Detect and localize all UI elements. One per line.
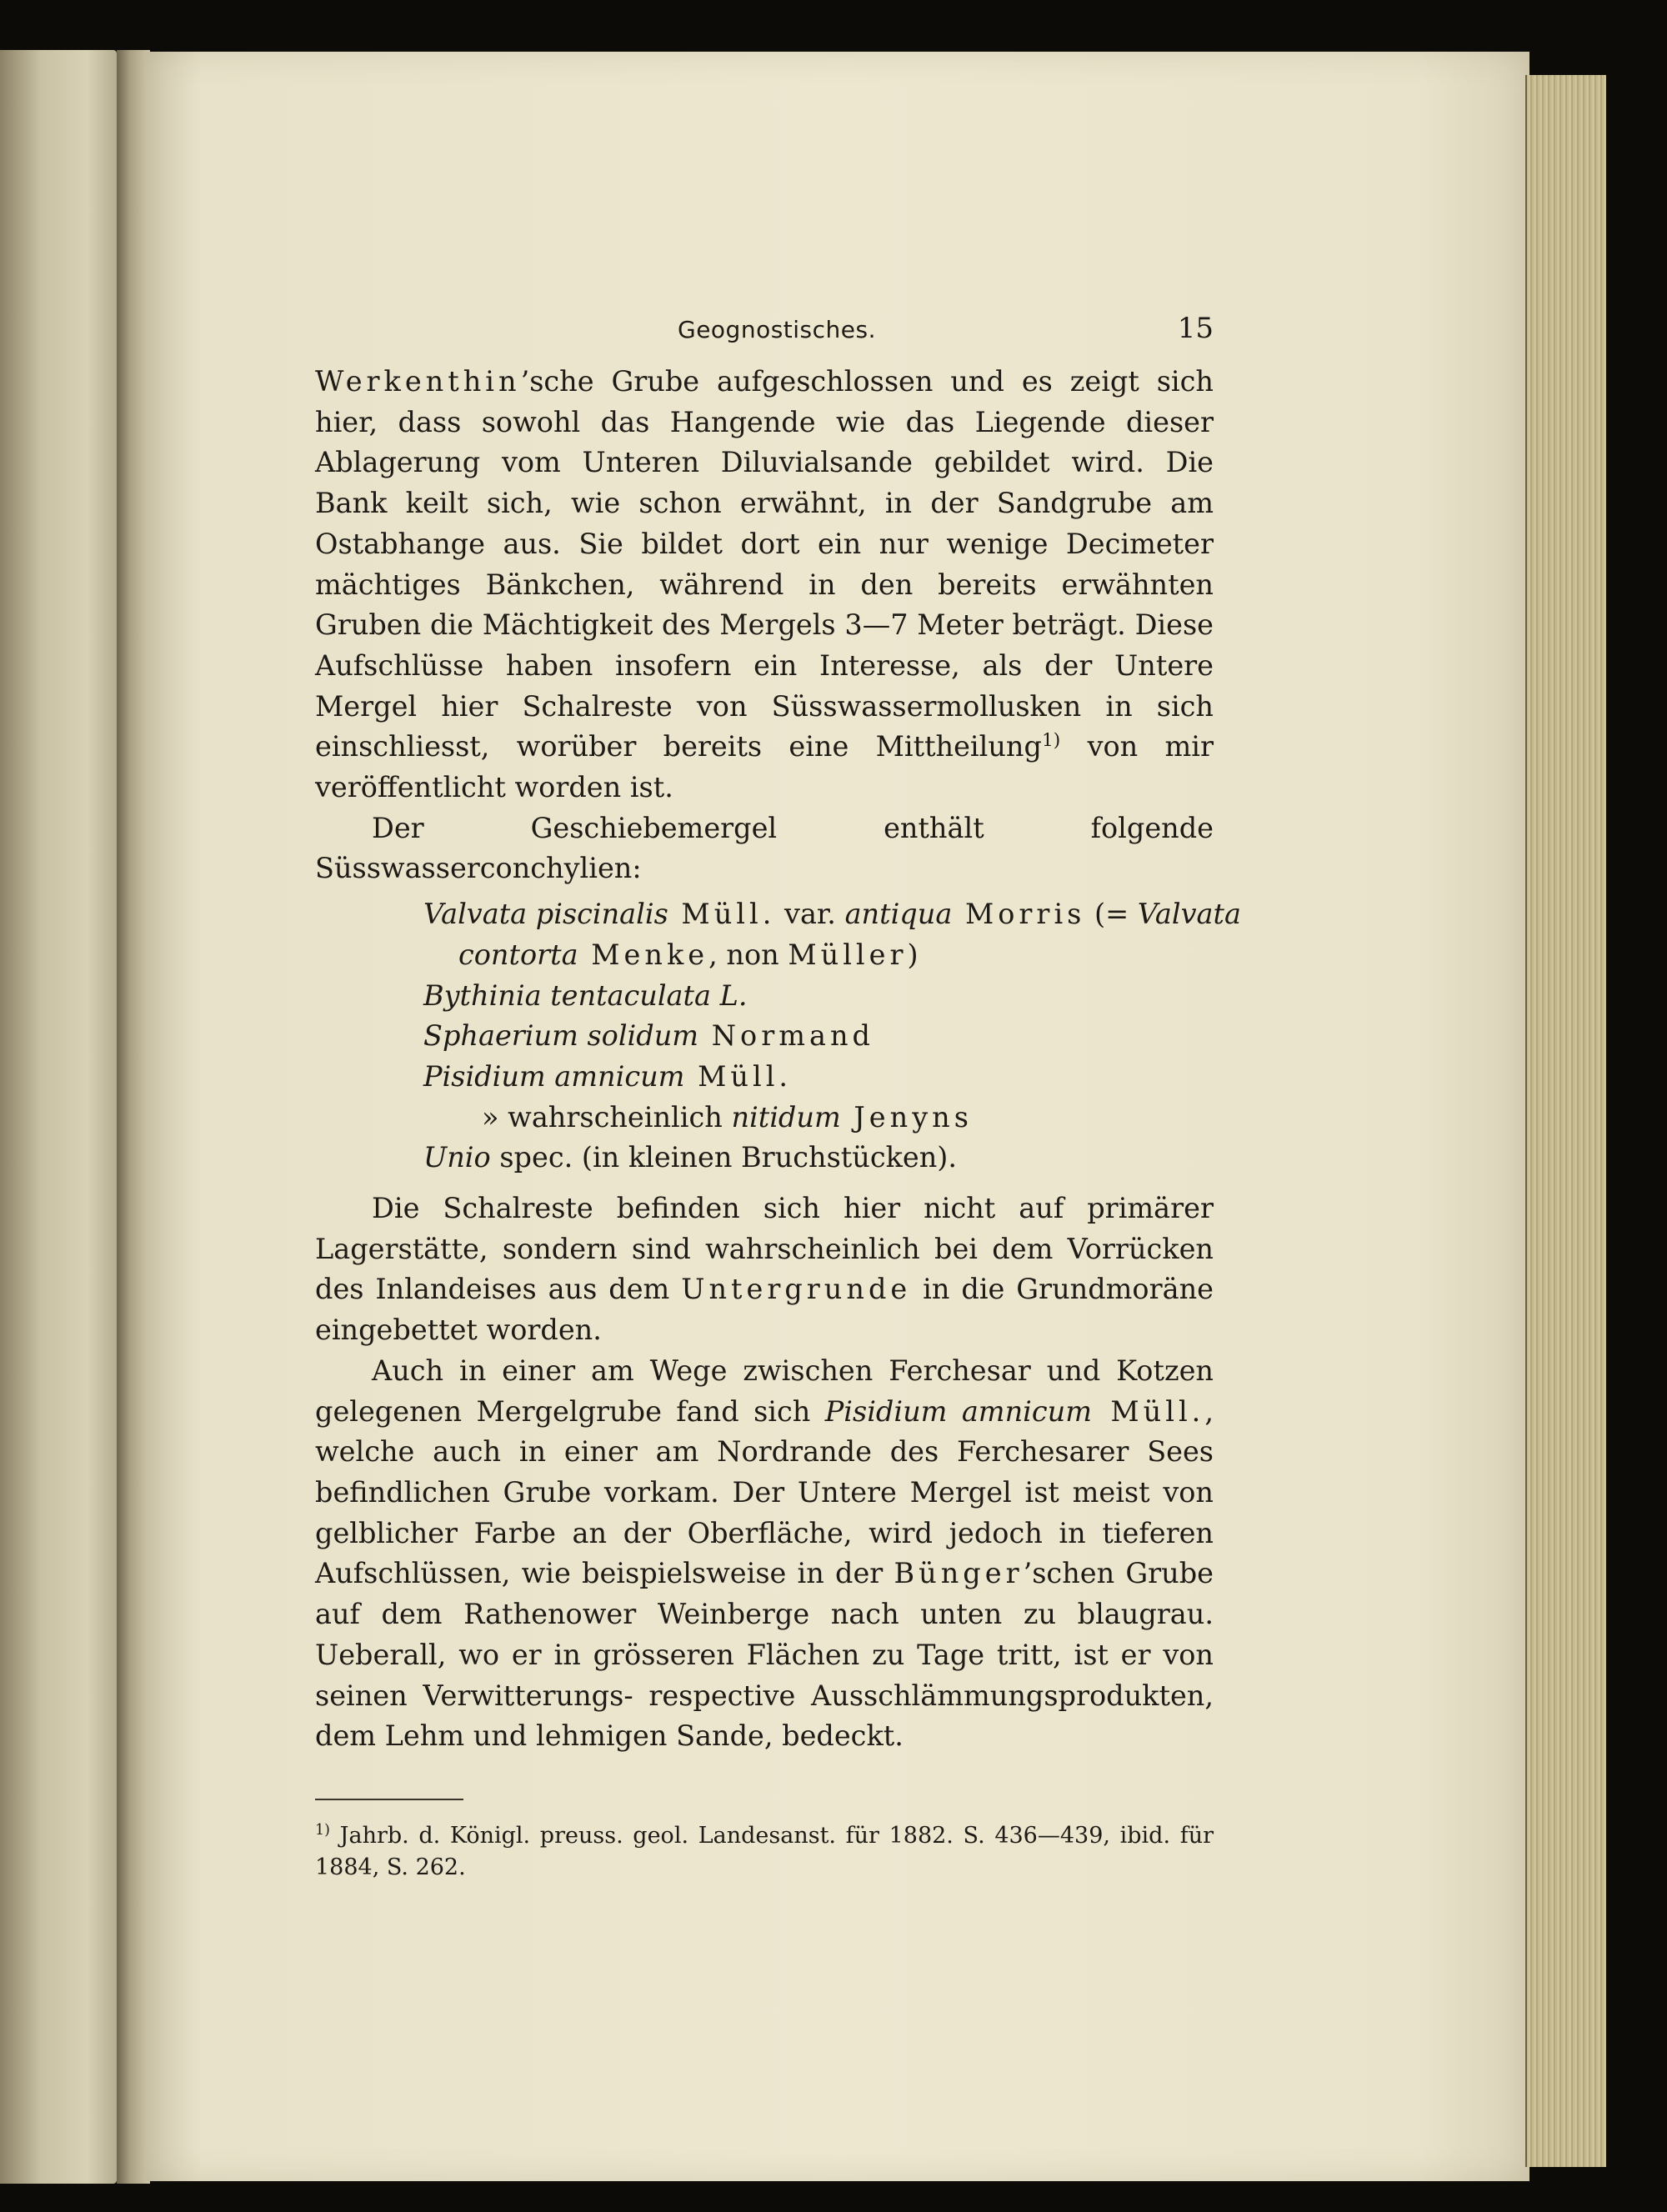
paragraph-1 <box>315 362 1214 808</box>
paragraph-text-end: von mir veröffentlicht worden ist. <box>315 730 1214 804</box>
footnote-reference[interactable]: 1) <box>1041 730 1061 752</box>
page-number: 15 <box>1177 312 1214 345</box>
species-item-continuation: contorta Menke, non Müller) <box>458 938 919 971</box>
ditto-mark: » <box>482 1100 499 1134</box>
book-gutter <box>117 50 150 2184</box>
species-item: » wahrscheinlich nitidum Jenyns <box>482 1100 973 1134</box>
footnote-text: Jahrb. d. Königl. preuss. geol. Landesanst. für 1882. S. 436—439, ibid. für 1884, S. 262. <box>315 1822 1214 1880</box>
page-header <box>315 308 1214 362</box>
paragraph-3: Die Schalreste befinden sich hier nicht auf primärer Lagerstätte, sondern sind wahrscheinlich bei dem Vorrücken des Inlandeises aus dem Untergrunde in die Grundmoräne eingebettet worden. <box>315 1192 1214 1347</box>
page-stack-edge <box>1525 75 1606 2167</box>
species-item: Sphaerium solidum Normand <box>423 1019 874 1053</box>
species-list <box>315 894 1241 1179</box>
left-page-edge <box>0 50 117 2184</box>
footnote-mark: 1) <box>315 1821 330 1839</box>
species-item: Unio spec. (in kleinen Bruchstücken). <box>423 1141 958 1174</box>
paragraph-text: ’sche Grube aufgeschlossen und es zeigt sich hier, dass sowohl das Hangende wie das Liegende dieser Ablagerung vom Unteren Diluvialsande gebildet wird. Die Bank keilt sich, wie schon erwähnt, in der Sandgrube am Ostabhange aus. Sie bildet dort ein nur wenige Decimeter mächtiges Bänkchen, während in den bereits erwähnten Gruben die Mächtigkeit des Mergels 3—7 Meter beträgt. Diese Aufschlüsse haben insofern ein Interesse, als der Untere Mergel hier Schalreste von Süsswassermollusken in sich einschliesst, worüber bereits eine Mittheilung <box>315 365 1214 763</box>
footnote-rule <box>315 1799 463 1800</box>
page-text-block <box>315 308 1241 1884</box>
species-item: Bythinia tentaculata L. <box>423 978 748 1012</box>
paragraph-4: Auch in einer am Wege zwischen Ferchesar und Kotzen gelegenen Mergelgrube fand sich Pisidium amnicum Müll., welche auch in einer am Nordrande des Ferchesarer Sees befindlichen Grube vorkam. Der Untere Mergel ist meist von gelblicher Farbe an der Oberfläche, wird jedoch in tieferen Aufschlüssen, wie beispielsweise in der Bünger’schen Grube auf dem Rathenower Weinberge nach unten zu blaugrau. Ueberall, wo er in grösseren Flächen zu Tage tritt, ist er von seinen Verwitterungs- respective Ausschlämmungsprodukten, dem Lehm und lehmigen Sande, bedeckt. <box>315 1354 1214 1753</box>
species-item: Valvata piscinalis Müll. var. antiqua Morris (= Valvata <box>423 898 1241 931</box>
footnote <box>315 1820 1214 1884</box>
paragraph-2: Der Geschiebemergel enthält folgende Süsswasserconchylien: <box>315 811 1214 885</box>
running-title: Geognostisches. <box>678 316 876 343</box>
spaced-name: Werkenthin <box>315 365 521 398</box>
species-item: Pisidium amnicum Müll. <box>423 1059 793 1093</box>
